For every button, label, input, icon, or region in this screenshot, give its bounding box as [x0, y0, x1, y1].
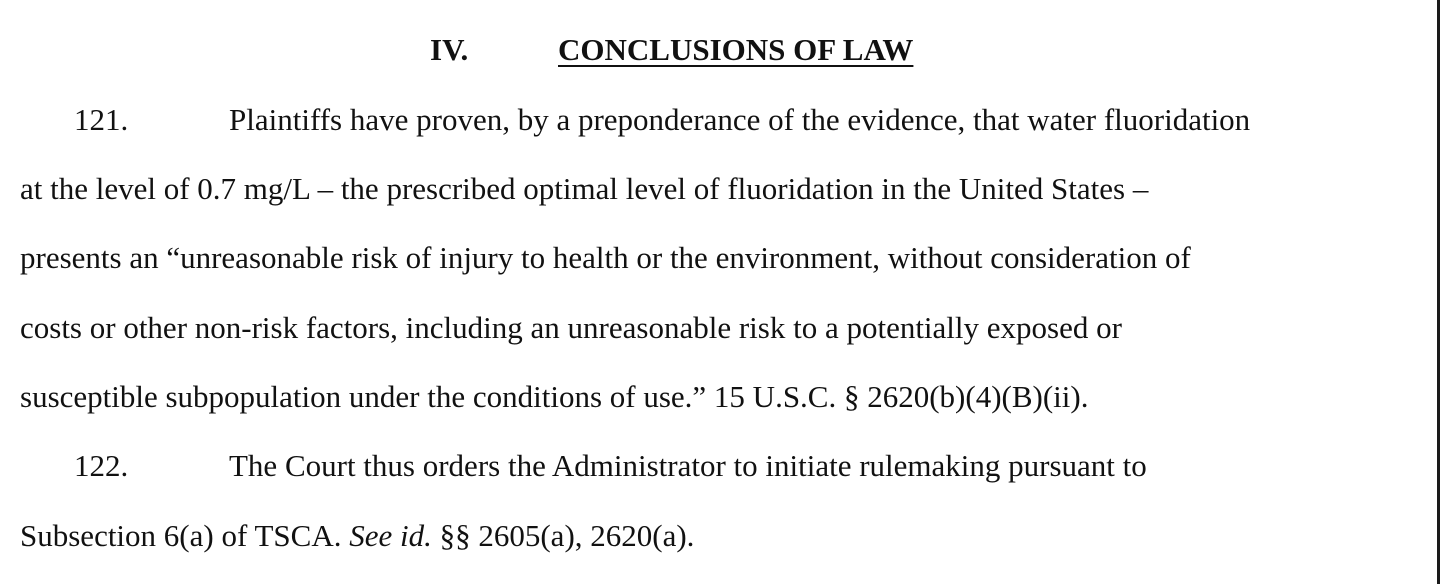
citation-text: Subsection 6(a) of TSCA.	[20, 518, 350, 553]
paragraph-line: Plaintiffs have proven, by a preponderance of the evidence, that water fluoridation	[229, 102, 1251, 137]
paragraph-number: 121.	[74, 102, 129, 137]
section-numeral: IV.	[430, 32, 469, 67]
paragraph-line: presents an “unreasonable risk of injury to health or the environment, without consideration of	[20, 240, 1191, 275]
paragraph-line: at the level of 0.7 mg/L – the prescribed optimal level of fluoridation in the United States –	[20, 171, 1149, 206]
section-heading	[0, 28, 1437, 72]
paragraph-line	[20, 514, 694, 558]
paragraph-line: susceptible subpopulation under the conditions of use.” 15 U.S.C. § 2620(b)(4)(B)(ii).	[20, 379, 1089, 414]
see-id-signal: See id.	[349, 518, 432, 553]
paragraph-number: 122.	[74, 448, 129, 483]
paragraph-line: The Court thus orders the Administrator to initiate rulemaking pursuant to	[229, 448, 1147, 483]
citation-sections: §§ 2605(a), 2620(a).	[431, 518, 695, 553]
section-title: CONCLUSIONS OF LAW	[558, 32, 914, 67]
page-edge-rule	[1437, 0, 1440, 584]
paragraph-line: costs or other non-risk factors, including an unreasonable risk to a potentially exposed or	[20, 310, 1122, 345]
